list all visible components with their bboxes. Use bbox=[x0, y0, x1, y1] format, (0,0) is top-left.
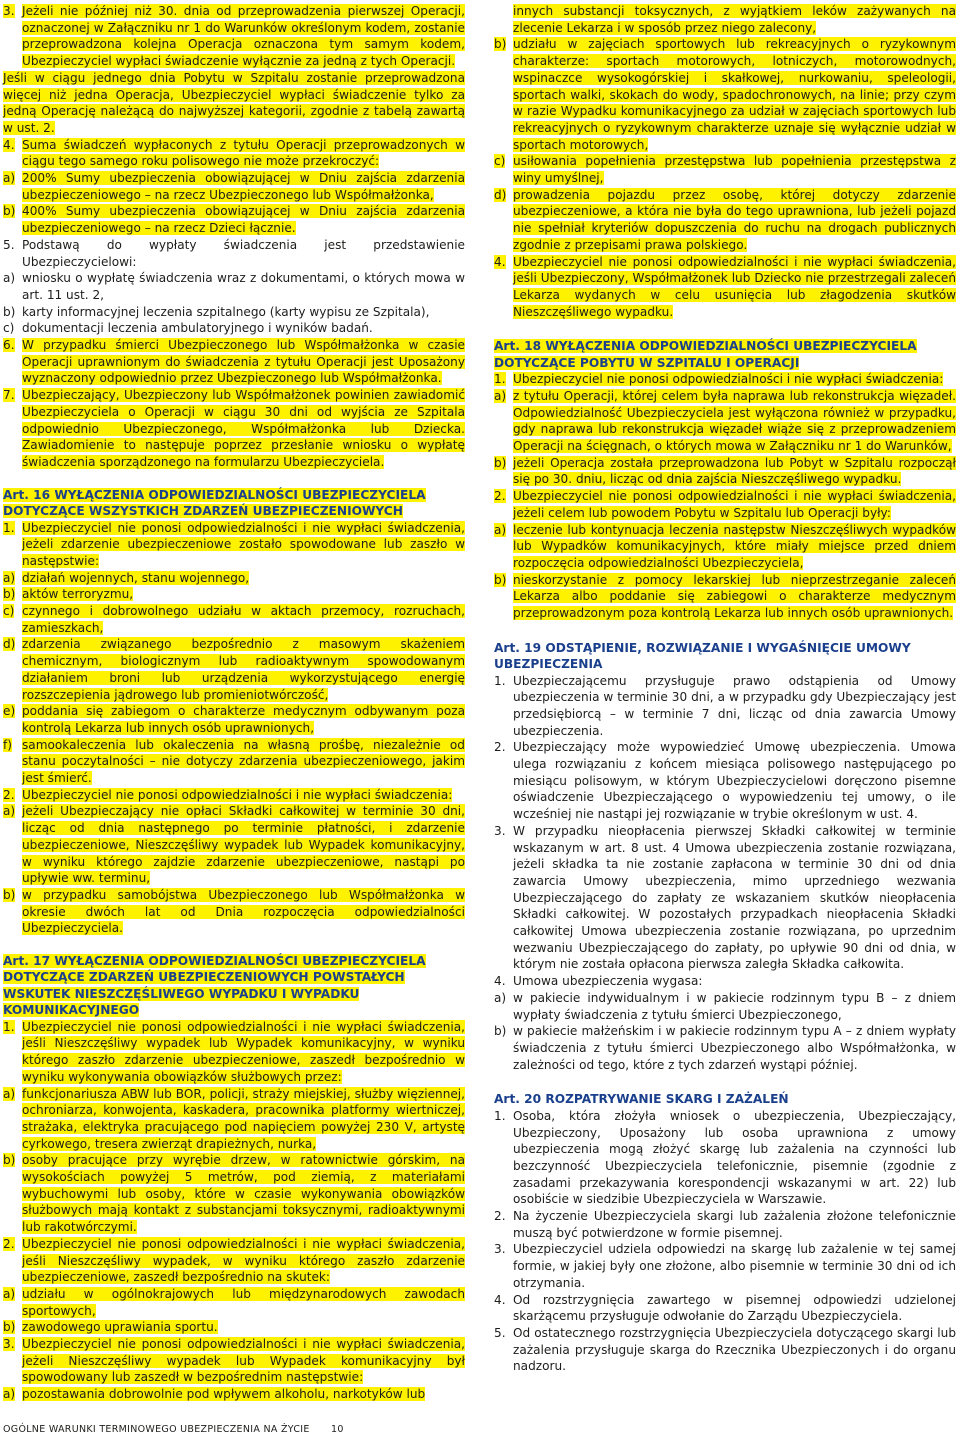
list-marker bbox=[3, 320, 22, 337]
list-marker bbox=[494, 36, 513, 153]
list-item bbox=[3, 1336, 465, 1386]
list-marker-text: d) bbox=[494, 187, 507, 202]
list-marker-text: 2. bbox=[3, 787, 15, 802]
list-marker bbox=[3, 787, 22, 804]
list-marker bbox=[3, 1019, 22, 1086]
list-marker bbox=[494, 823, 513, 973]
list-item-body bbox=[22, 787, 465, 804]
list-item-body bbox=[513, 673, 956, 740]
list-marker bbox=[494, 990, 513, 1023]
list-item bbox=[494, 673, 956, 740]
list-item-body bbox=[513, 187, 956, 254]
list-marker bbox=[3, 1086, 22, 1153]
list-marker bbox=[494, 3, 513, 36]
list-item-body bbox=[22, 337, 465, 387]
list-item-text: funkcjonariusza ABW lub BOR, policji, straży miejskiej, służby więziennej, ochroniarza, konwojenta, kaskadera, pracownika platformy wiertniczej, strażaka, elektryka pracującego pod napięciem powyżej 230 V, artystę cyrkowego, tresera zwierząt drapieżnych, nurka, bbox=[22, 1086, 465, 1151]
list-item-text: leczenie lub kontynuacja leczenia następstw Nieszczęśliwych wypadków lub Wypadków komunikacyjnych, które miały miejsce przed dniem rozpoczęcia odpowiedzialności Ubezpieczyciela, bbox=[513, 522, 956, 570]
list-marker-text: a) bbox=[494, 990, 507, 1005]
list-item-body bbox=[513, 388, 956, 455]
list-item-text: jeżeli Ubezpieczający nie opłaci Składki całkowitej w terminie 30 dni, licząc od dnia następnego po terminie płatności, i zdarzenie ubezpieczeniowe, Nieszczęśliwy wypadek lub Wypadek komunikacyjny, w wyniku którego zajdzie zdarzenie ubezpieczeniowe, nastąpi po upływie ww. terminu, bbox=[22, 804, 465, 886]
page-number: 10 bbox=[331, 1424, 344, 1435]
list-marker bbox=[3, 803, 22, 887]
list-item-text: Od ostatecznego rozstrzygnięcia Ubezpieczyciela dotyczącego skargi lub zażalenia przysługuje skarga do Rzecznika Ubezpieczonych i do organu nadzoru. bbox=[513, 1325, 956, 1374]
list-item bbox=[3, 270, 465, 303]
list-item-text: czynnego i dobrowolnego udziału w aktach przemocy, rozruchach, zamieszkach, bbox=[22, 604, 465, 635]
list-item-body bbox=[513, 488, 956, 521]
list-marker bbox=[3, 170, 22, 203]
list-marker bbox=[3, 887, 22, 937]
list-item-text: Od rozstrzygnięcia zawartego w pisemnej odpowiedzi udzielonej skarżącemu przysługuje odwołanie do Zarządu Ubezpieczyciela. bbox=[513, 1292, 956, 1324]
list-item bbox=[494, 455, 956, 488]
list-marker bbox=[3, 270, 22, 303]
list-item bbox=[494, 990, 956, 1023]
list-marker bbox=[494, 1241, 513, 1291]
list-item-body bbox=[513, 455, 956, 488]
list-item-body bbox=[22, 1152, 465, 1236]
list-item-body bbox=[513, 739, 956, 823]
list-item bbox=[3, 520, 465, 570]
list-item-body bbox=[513, 254, 956, 321]
list-marker bbox=[494, 153, 513, 186]
paragraph-text: Jeśli w ciągu jednego dnia Pobytu w Szpitalu zostanie przeprowadzona więcej niż jedna Operacja, Ubezpieczyciel wypłaci świadczenie tylko za jedną Operację należącą do najwyższej kategorii, zgodnie z tabelą zawartą w ust. 2. bbox=[3, 70, 465, 135]
list-item-text: Ubezpieczający może wypowiedzieć Umowę ubezpieczenia. Umowa ulega rozwiązaniu z końcem miesiąca polisowego następującego po miesiącu polisowym, w którym Ubezpieczycielowi doręczono pisemne oświadczenie Ubezpieczającego o wypowiedzeniu tej umowy, o ile wcześniej nie nastąpi jej rozwiązanie w trybie określonym w ust. 4. bbox=[513, 740, 956, 822]
list-item bbox=[3, 3, 465, 70]
list-item bbox=[3, 636, 465, 703]
list-marker-text: 1. bbox=[3, 1019, 15, 1034]
list-item-body bbox=[513, 1292, 956, 1325]
list-marker bbox=[3, 337, 22, 387]
list-marker bbox=[494, 522, 513, 572]
list-item-text: prowadzenia pojazdu przez osobę, której dotyczy zdarzenie ubezpieczeniowe, a która nie była do tego uprawniona, lub jeżeli pojazd nie spełniał kryteriów dopuszczenia do ruchu na drogach publicznych zgodnie z przepisami prawa polskiego. bbox=[513, 187, 956, 252]
list-item-body bbox=[22, 1336, 465, 1386]
list-item bbox=[494, 1108, 956, 1208]
paragraph bbox=[3, 70, 465, 137]
list-marker-text: 1. bbox=[3, 520, 15, 535]
list-item bbox=[494, 371, 956, 388]
list-marker-text: b) bbox=[3, 587, 16, 602]
list-item-text: aktów terroryzmu, bbox=[22, 587, 134, 602]
list-item bbox=[494, 3, 956, 36]
list-item bbox=[3, 1086, 465, 1153]
list-marker-text: 1. bbox=[494, 1108, 506, 1123]
list-item-body bbox=[22, 1086, 465, 1153]
list-item-text: w pakiecie indywidualnym i w pakiecie rodzinnym typu B – z dniem wypłaty świadczenia z tytułu śmierci Ubezpieczonego, bbox=[513, 990, 956, 1022]
right-column bbox=[494, 3, 956, 1375]
list-item-body bbox=[513, 1241, 956, 1291]
list-item-text: Ubezpieczyciel nie ponosi odpowiedzialności i nie wypłaci świadczenia, jeśli Nieszczęśliwy wypadek lub Wypadek komunikacyjny, w wyniku którego zaszło zdarzenie ubezpieczeniowe, zaszedł bezpośrednio w wyniku wykonywania obowiązków służbowych przez: bbox=[22, 1019, 465, 1084]
list-item-body bbox=[22, 270, 465, 303]
list-item-text: Umowa ubezpieczenia wygasa: bbox=[513, 974, 703, 989]
list-item-text: nieskorzystanie z pomocy lekarskiej lub nieprzestrzeganie zaleceń Lekarza albo poddanie się zabiegowi o charakterze medycznym przeprowadzonym poza kontrolą Lekarza lub innych osób uprawnionych. bbox=[513, 572, 956, 621]
list-item-text: Ubezpieczyciel nie ponosi odpowiedzialności i nie wypłaci świadczenia: bbox=[22, 787, 453, 802]
list-item bbox=[494, 153, 956, 186]
list-marker bbox=[494, 1108, 513, 1208]
list-item-body bbox=[22, 3, 465, 70]
list-marker-text: b) bbox=[494, 455, 507, 470]
list-item-body bbox=[22, 570, 465, 587]
list-item bbox=[494, 572, 956, 622]
list-item-body bbox=[513, 990, 956, 1023]
list-item-text: Ubezpieczyciel udziela odpowiedzi na skargę lub zażalenie w tej samej formie, w jakiej były one złożone, albo pisemnie w terminie 30 dni od ich otrzymania. bbox=[513, 1242, 956, 1290]
list-item bbox=[3, 1319, 465, 1336]
list-item bbox=[3, 137, 465, 170]
list-item-text: W przypadku śmierci Ubezpieczonego lub Współmałżonka w czasie Operacji uprawnionym do świadczenia z tytułu Operacji jest Uposażony wyznaczony odpowiednio przez Ubezpieczonego lub Współmałżonka. bbox=[22, 338, 465, 386]
list-item-text: karty informacyjnej leczenia szpitalnego (karty wypisu ze Szpitala), bbox=[22, 304, 430, 319]
list-marker-text: 3. bbox=[3, 4, 15, 18]
list-marker bbox=[494, 1023, 513, 1073]
list-item bbox=[494, 1241, 956, 1291]
left-column bbox=[3, 3, 465, 1403]
list-item bbox=[494, 1023, 956, 1073]
list-item bbox=[494, 388, 956, 455]
list-item bbox=[494, 36, 956, 153]
list-item bbox=[3, 1286, 465, 1319]
list-item bbox=[3, 170, 465, 203]
list-marker-text: a) bbox=[494, 522, 507, 537]
list-marker-text: a) bbox=[3, 804, 16, 819]
list-item-text: usiłowania popełnienia przestępstwa lub popełnienia przestępstwa z winy umyślnej, bbox=[513, 154, 956, 186]
list-marker-text: 1. bbox=[494, 673, 506, 688]
list-item-body bbox=[22, 1319, 465, 1336]
article-heading bbox=[494, 640, 956, 673]
list-item-body bbox=[513, 1208, 956, 1241]
list-marker bbox=[494, 455, 513, 488]
list-marker bbox=[3, 387, 22, 471]
list-marker-text: b) bbox=[3, 1153, 16, 1168]
list-marker-text: e) bbox=[3, 704, 16, 719]
list-item-text: samookaleczenia lub okaleczenia na własną prośbę, niezależnie od stanu poczytalności – nie dotyczy zdarzenia ubezpieczeniowego, jakim jest śmierć. bbox=[22, 737, 465, 786]
list-item-text: Podstawą do wypłaty świadczenia jest przedstawienie Ubezpieczycielowi: bbox=[22, 237, 465, 269]
list-marker bbox=[3, 1336, 22, 1386]
list-item-body bbox=[22, 703, 465, 736]
list-marker-text: 4. bbox=[494, 1292, 506, 1307]
list-item-text: poddania się zabiegom o charakterze medycznym odbywanym poza kontrolą Lekarza lub innych osób uprawnionych, bbox=[22, 704, 465, 735]
list-marker bbox=[3, 703, 22, 736]
list-item-body bbox=[22, 320, 465, 337]
list-marker bbox=[494, 371, 513, 388]
list-item bbox=[3, 203, 465, 236]
list-marker-text: b) bbox=[494, 572, 507, 587]
list-item-body bbox=[513, 522, 956, 572]
list-item-body bbox=[22, 636, 465, 703]
list-item-body bbox=[22, 1286, 465, 1319]
article-heading-text: Art. 16 WYŁĄCZENIA ODPOWIEDZIALNOŚCI UBEZPIECZYCIELA DOTYCZĄCE WSZYSTKICH ZDARZEŃ UBEZPIECZENIOWYCH bbox=[3, 487, 426, 519]
list-marker bbox=[494, 572, 513, 622]
list-marker bbox=[3, 3, 22, 70]
list-item-body bbox=[22, 520, 465, 570]
list-marker-text: c) bbox=[494, 154, 506, 169]
list-item-text: Osoba, która złożyła wniosek o ubezpieczenia, Ubezpieczający, Ubezpieczony, Uposażony lub osoba uprawniona z umowy ubezpieczenia mogą złożyć skargę lub zażalenia na czynności lub bezczynność Ubezpieczyciela telefonicznie, pisemnie (zgodnie z zasadami przekazywania korespondencji wskazanymi w art. 22) lub osobiście w siedzibie Ubezpieczyciela w Warszawie. bbox=[513, 1108, 956, 1207]
list-item-text: 400% Sumy ubezpieczenia obowiązującej w Dniu zajścia zdarzenia ubezpieczeniowego – na rzecz Dzieci łącznie. bbox=[22, 204, 465, 236]
list-item bbox=[3, 304, 465, 321]
list-item-body bbox=[22, 203, 465, 236]
list-marker-text: 2. bbox=[494, 489, 506, 504]
list-item-body bbox=[22, 1386, 465, 1403]
list-marker-text: 7. bbox=[3, 388, 15, 403]
list-item bbox=[3, 1019, 465, 1086]
list-marker-text: 2. bbox=[3, 1236, 15, 1251]
list-item bbox=[494, 254, 956, 321]
list-marker-text: a) bbox=[3, 1086, 16, 1101]
list-marker-text: 4. bbox=[3, 137, 15, 152]
list-marker bbox=[494, 254, 513, 321]
list-item bbox=[3, 803, 465, 887]
list-marker-text: b) bbox=[3, 304, 16, 319]
list-marker-text: c) bbox=[3, 604, 15, 619]
list-marker bbox=[3, 1286, 22, 1319]
list-item bbox=[3, 337, 465, 387]
list-item bbox=[3, 1386, 465, 1403]
article-heading-text: Art. 20 ROZPATRYWANIE SKARG I ZAŻALEŃ bbox=[494, 1092, 789, 1107]
list-item-text: 200% Sumy ubezpieczenia obowiązującej w Dniu zajścia zdarzenia ubezpieczeniowego – na rzecz Ubezpieczonego lub Współmałżonka, bbox=[22, 171, 465, 202]
list-marker bbox=[494, 1292, 513, 1325]
list-item bbox=[494, 522, 956, 572]
list-marker-text: 4. bbox=[494, 974, 506, 989]
list-marker-text: a) bbox=[3, 570, 16, 585]
list-item-text: udziału w zajęciach sportowych lub rekreacyjnych o ryzykownym charakterze: sportach motorowych, lotniczych, motorowodnych, wspinaczce wysokogórskiej i skałkowej, nurkowaniu, speleologii, sportach walki, skokach do wody, spadochronowych, na linie; przy czym w razie Wypadku komunikacyjnego za udział w zajęciach sportowych lub rekreacyjnych o ryzykownym charakterze uznaje się wyłącznie udział w sportach motorowych, bbox=[513, 37, 956, 152]
list-marker bbox=[3, 203, 22, 236]
list-item-text: Ubezpieczającemu przysługuje prawo odstąpienia od Umowy ubezpieczenia w terminie 30 dni, a w przypadku gdy Ubezpieczający jest przedsiębiorcą – w terminie 7 dni, licząc od dnia zawarcia Umowy ubezpieczenia. bbox=[513, 673, 956, 738]
list-marker-text: b) bbox=[494, 1024, 507, 1039]
list-item-body bbox=[513, 823, 956, 973]
article-heading bbox=[494, 338, 956, 371]
list-marker bbox=[3, 636, 22, 703]
list-item-text: Ubezpieczyciel nie ponosi odpowiedzialności i nie wypłaci świadczenia, jeśli Nieszczęśliwy wypadek, w wyniku którego zaszło zdarzenie ubezpieczeniowe, zaszedł bezpośrednio na skutek: bbox=[22, 1236, 465, 1285]
list-item bbox=[494, 739, 956, 823]
list-item-text: z tytułu Operacji, której celem była naprawa lub rekonstrukcja więzadeł. Odpowiedzialność Ubezpieczyciela jest wyłączona również w przypadku, gdy naprawa lub rekonstrukcja więzadeł wiąże się z przeprowadzeniem Operacji na ścięgnach, o których mowa w Załączniku nr 1 do Warunków, bbox=[513, 388, 956, 453]
list-marker-text: 2. bbox=[494, 1209, 506, 1224]
list-marker-text: c) bbox=[3, 321, 15, 336]
list-item-body bbox=[22, 586, 465, 603]
list-item-text: Ubezpieczyciel nie ponosi odpowiedzialności i nie wypłaci świadczenia, jeżeli Nieszczęśliwy wypadek lub Wypadek komunikacyjny był spowodowany lub zaszedł w bezpośrednim następstwie: bbox=[22, 1337, 465, 1385]
list-item-text: wniosku o wypłatę świadczenia wraz z dokumentami, o których mowa w art. 11 ust. 2, bbox=[22, 271, 465, 302]
list-item-text: zawodowego uprawiania sportu. bbox=[22, 1320, 218, 1335]
list-item-text: osoby pracujące przy wyrębie drzew, w ratownictwie górskim, na wysokościach powyżej 5 metrów, pod ziemią, z materiałami wybuchowymi lub osoby, które w czasie wykonywania obowiązków służbowych mają kontakt z substancjami toksycznymi, radioaktywnymi lub rakotwórczymi. bbox=[22, 1153, 465, 1235]
list-marker bbox=[494, 739, 513, 823]
list-item-body bbox=[22, 1236, 465, 1286]
list-marker bbox=[3, 137, 22, 170]
list-item-body bbox=[513, 153, 956, 186]
list-item bbox=[3, 603, 465, 636]
list-item bbox=[3, 387, 465, 471]
list-marker bbox=[3, 304, 22, 321]
list-item bbox=[3, 320, 465, 337]
list-item-text: innych substancji toksycznych, z wyjątkiem leków zażywanych na zlecenie Lekarza i w sposób przez niego zalecony, bbox=[513, 4, 956, 35]
list-marker bbox=[494, 488, 513, 521]
list-item-body bbox=[22, 887, 465, 937]
list-item-body bbox=[22, 1019, 465, 1086]
list-marker bbox=[494, 673, 513, 740]
list-item bbox=[3, 1236, 465, 1286]
list-marker bbox=[494, 973, 513, 990]
list-marker bbox=[3, 1386, 22, 1403]
list-item-text: w pakiecie małżeńskim i w pakiecie rodzinnym typu A – z dniem wypłaty świadczenia z tytułu śmierci Ubezpieczonego albo Współmałżonka, w zależności od tego, które z tych zdarzeń wystąpi później. bbox=[513, 1024, 956, 1072]
list-marker bbox=[494, 1208, 513, 1241]
spacer bbox=[494, 622, 956, 640]
list-item-body bbox=[22, 737, 465, 787]
list-item bbox=[3, 1152, 465, 1236]
list-item-text: udziału w ogólnokrajowych lub międzynarodowych zawodach sportowych, bbox=[22, 1286, 465, 1318]
footer-title: OGÓLNE WARUNKI TERMINOWEGO UBEZPIECZENIA NA ŻYCIE bbox=[3, 1424, 310, 1435]
list-item-text: Ubezpieczający, Ubezpieczony lub Współmałżonek powinien zawiadomić Ubezpieczyciela o Operacji w ciągu 30 dni od wyjścia ze Szpitala odpowiednio Ubezpieczonego, Współmałżonka lub Dziecka. Zawiadomienie to następuje poprzez przesłanie wniosku o wypłatę świadczenia sporządzonego na formularzu Ubezpieczyciela. bbox=[22, 388, 465, 469]
list-item bbox=[494, 823, 956, 973]
list-marker-text: d) bbox=[3, 637, 16, 652]
list-item-body bbox=[513, 1108, 956, 1208]
list-item-body bbox=[22, 170, 465, 203]
list-item bbox=[3, 737, 465, 787]
spacer bbox=[3, 937, 465, 953]
list-marker-text: 5. bbox=[3, 237, 15, 252]
list-item-body bbox=[513, 973, 956, 990]
list-item bbox=[3, 787, 465, 804]
list-marker-text: 5. bbox=[494, 1325, 506, 1340]
spacer bbox=[3, 471, 465, 487]
article-heading-text: Art. 18 WYŁĄCZENIA ODPOWIEDZIALNOŚCI UBEZPIECZYCIELA DOTYCZĄCE POBYTU W SZPITALU I OPERACJI bbox=[494, 339, 917, 370]
list-marker-text: a) bbox=[3, 1286, 16, 1301]
list-marker bbox=[494, 187, 513, 254]
article-heading bbox=[494, 1091, 956, 1107]
list-marker-text: 3. bbox=[494, 1242, 506, 1257]
list-item-body bbox=[22, 304, 465, 321]
list-marker-text: a) bbox=[3, 271, 16, 286]
list-item-body bbox=[513, 1023, 956, 1073]
list-item-text: W przypadku nieopłacenia pierwszej Składki całkowitej w terminie wskazanym w art. 8 ust. 4 Umowa ubezpieczenia zostanie rozwiązana, jeżeli składka ta nie zostanie zapłacona w terminie 30 dni od dnia zawarcia Umowy ubezpieczenia, mimo uprzedniego wezwania Ubezpieczającego do zapłaty ze wskazaniem skutków nieopłacenia Składki całkowitej. W pozostałych przypadkach nieopłacenia Składki całkowitej Umowa ubezpieczenia zostanie rozwiązana, po uprzednim wezwaniu Ubezpieczającego do zapłaty, po upływie 90 dni od dnia, w którym nie została opłacona pierwsza zaległa Składka całkowita. bbox=[513, 823, 956, 972]
list-marker-text: 1. bbox=[494, 372, 506, 387]
list-item bbox=[494, 187, 956, 254]
article-heading bbox=[3, 953, 465, 1019]
list-marker-text: b) bbox=[3, 204, 16, 219]
list-item bbox=[494, 973, 956, 990]
list-item-text: jeżeli Operacja została przeprowadzona lub Pobyt w Szpitalu rozpoczął się po 30. dniu, licząc od dnia zajścia Nieszczęśliwego wypadku. bbox=[513, 455, 956, 487]
list-marker bbox=[3, 570, 22, 587]
list-item-body bbox=[513, 3, 956, 36]
list-marker-text: f) bbox=[3, 737, 12, 752]
list-item-body bbox=[513, 371, 956, 388]
list-marker-text: 3. bbox=[3, 1337, 15, 1352]
list-marker-text: 4. bbox=[494, 254, 506, 269]
list-marker bbox=[3, 737, 22, 787]
list-marker bbox=[3, 1236, 22, 1286]
list-marker-text: a) bbox=[494, 388, 507, 403]
list-item-body bbox=[22, 237, 465, 270]
article-heading-text: Art. 19 ODSTĄPIENIE, ROZWIĄZANIE I WYGAŚNIĘCIE UMOWY UBEZPIECZENIA bbox=[494, 640, 911, 672]
article-heading-text: Art. 17 WYŁĄCZENIA ODPOWIEDZIALNOŚCI UBEZPIECZYCIELA DOTYCZĄCE ZDARZEŃ UBEZPIECZENIOWYCH POWSTAŁYCH WSKUTEK NIESZCZĘŚLIWEGO WYPADKU I WYPADKU KOMUNIKACYJNEGO bbox=[3, 954, 426, 1018]
list-item-text: działań wojennych, stanu wojennego, bbox=[22, 570, 250, 585]
list-item-text: Jeżeli nie później niż 30. dnia od przeprowadzenia pierwszej Operacji, oznaczonej w Załączniku nr 1 do Warunków określonym kodem, zostanie przeprowadzona kolejna Operacja oznaczona tym samym kodem, Ubezpieczyciel wypłaci świadczenie wyłącznie za jedną z tych Operacji. bbox=[22, 4, 465, 69]
article-heading bbox=[3, 487, 465, 520]
list-marker bbox=[3, 520, 22, 570]
page-footer bbox=[3, 1424, 362, 1435]
list-item-text: zdarzenia związanego bezpośrednio z masowym skażeniem chemicznym, biologicznym lub radioaktywnym spowodowanym działaniem broni lub urządzenia wykorzystującego energię rozszczepienia jądrowego lub promieniotwórczość, bbox=[22, 637, 465, 702]
list-marker-text: b) bbox=[3, 1320, 16, 1335]
list-item-body bbox=[513, 36, 956, 153]
list-item-text: dokumentacji leczenia ambulatoryjnego i wyników badań. bbox=[22, 321, 373, 336]
list-item-text: Ubezpieczyciel nie ponosi odpowiedzialności i nie wypłaci świadczenia, jeżeli celem lub powodem Pobytu w Szpitalu lub Operacji były: bbox=[513, 489, 956, 520]
list-item bbox=[3, 703, 465, 736]
list-item-text: Na życzenie Ubezpieczycielа skargi lub zażalenia złożone telefonicznie muszą być potwierdzone w formie pisemnej. bbox=[513, 1209, 956, 1240]
list-item-text: Ubezpieczyciel nie ponosi odpowiedzialności i nie wypłaci świadczenia, jeżeli zdarzenie ubezpieczeniowe zostało spowodowane lub zaszło w następstwie: bbox=[22, 520, 465, 568]
list-marker bbox=[3, 1319, 22, 1336]
list-item-text: w przypadku samobójstwa Ubezpieczonego lub Współmałżonka w okresie dwóch lat od Dnia rozpoczęcia odpowiedzialności Ubezpieczyciela. bbox=[22, 887, 465, 936]
list-marker bbox=[3, 237, 22, 270]
list-item bbox=[494, 1292, 956, 1325]
list-marker-text: 6. bbox=[3, 338, 15, 353]
list-marker-text: 3. bbox=[494, 823, 506, 838]
list-item bbox=[494, 488, 956, 521]
list-marker bbox=[3, 1152, 22, 1236]
list-marker-text: a) bbox=[3, 171, 16, 186]
list-item-text: Ubezpieczyciel nie ponosi odpowiedzialności i nie wypłaci świadczenia: bbox=[513, 372, 944, 387]
list-item bbox=[3, 887, 465, 937]
list-item-text: Suma świadczeń wypłaconych z tytułu Operacji przeprowadzonych w ciągu tego samego roku polisowego nie może przekroczyć: bbox=[22, 137, 465, 169]
list-marker-text: a) bbox=[3, 1387, 16, 1402]
list-marker-text: 2. bbox=[494, 740, 506, 755]
list-marker bbox=[494, 388, 513, 455]
list-marker-text: b) bbox=[494, 37, 507, 52]
list-item-text: pozostawania dobrowolnie pod wpływem alkoholu, narkotyków lub bbox=[22, 1387, 426, 1402]
spacer bbox=[494, 1073, 956, 1091]
list-marker bbox=[3, 603, 22, 636]
list-item-body bbox=[22, 387, 465, 471]
list-marker bbox=[3, 586, 22, 603]
list-item-body bbox=[513, 1325, 956, 1375]
list-item bbox=[3, 237, 465, 270]
list-item-body bbox=[22, 137, 465, 170]
list-item-text: Ubezpieczyciel nie ponosi odpowiedzialności i nie wypłaci świadczenia, jeśli Ubezpieczony, Współmałżonek lub Dziecko nie przestrzegali zaleceń Lekarza wydanych w celu usunięcia lub złagodzenia skutków Nieszczęśliwego wypadku. bbox=[513, 254, 956, 319]
list-item-body bbox=[22, 603, 465, 636]
list-item bbox=[3, 570, 465, 587]
list-item bbox=[494, 1208, 956, 1241]
spacer bbox=[494, 320, 956, 338]
list-item-body bbox=[513, 572, 956, 622]
list-item bbox=[3, 586, 465, 603]
list-item-body bbox=[22, 803, 465, 887]
list-item bbox=[494, 1325, 956, 1375]
list-marker-text: b) bbox=[3, 887, 16, 902]
list-marker bbox=[494, 1325, 513, 1375]
